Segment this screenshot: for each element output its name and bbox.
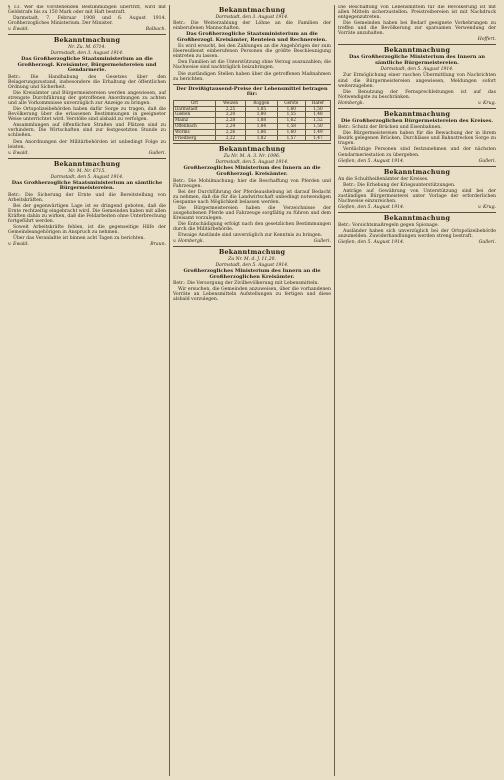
table-cell: 1,48 xyxy=(305,112,330,118)
table-cell: 2,20 xyxy=(216,112,246,118)
paragraph: Die Bürgermeistereien haben für die Bewachung der in ihrem Bezirk gelegenen Brücken, Durchlässe und Bahnstrecken Sorge zu tragen. xyxy=(338,131,496,147)
signature-right: v. Krug. xyxy=(478,204,496,210)
paragraph: Die Gemeinden haben bei Bedarf geeignete Vorkehrungen zu treffen und die Bevölkerung zur sparsamen Verwendung der Vorräte anzuhalten. xyxy=(338,21,496,37)
table-cell: 1,49 xyxy=(305,129,330,135)
announcement-title: Bekanntmachung xyxy=(383,109,451,118)
announcement-heading: Das Großherzogliche Staatsministerium an sämtliche Bürgermeistereien. xyxy=(11,179,163,192)
table-cell: 2,25 xyxy=(216,106,246,112)
signature-left: v. Ewald. xyxy=(8,27,29,33)
table-cell: 1,86 xyxy=(246,129,278,135)
announcement-heading: Das Großherzogliche Staatsministerium an die Großherzogl. Kreisämter, Bürgermeistereien und Gendarmerie. xyxy=(17,56,157,74)
signature-line xyxy=(173,239,331,244)
announcement-date: Darmstadt, den 3. August 1914. xyxy=(215,15,289,20)
signature-line xyxy=(338,240,496,245)
price-table xyxy=(173,100,331,142)
table-cell: 1,47 xyxy=(305,135,330,141)
announcement-date: Darmstadt, den 3. August 1914. xyxy=(50,51,124,57)
announcement-title: Bekanntmachung xyxy=(383,167,451,176)
paragraph: Betr.: Die Mobilmachung; hier die Beschaffung von Pferden und Fahrzeugen. xyxy=(173,178,331,189)
announcement-heading: Die Großherzoglichen Bürgermeistereien des Kreises. xyxy=(341,117,493,124)
announcement-date: Darmstadt, den 5. August 1914. xyxy=(215,263,289,269)
announcement-number: Nr. Zu. M. 6714. xyxy=(68,45,106,51)
paragraph: Über das Veranlaßte ist binnen acht Tagen zu berichten. xyxy=(13,236,145,242)
signature-right: Gulleri. xyxy=(148,150,166,156)
column-header: Roggen xyxy=(246,100,278,106)
paragraph: Anträge auf Gewährung von Unterstützung sind bei der zuständigen Bürgermeisterei unter Vorlage der erforderlichen Nachweise einzureichen. xyxy=(338,188,496,204)
announcement-date: Darmstadt, den 5. August 1914. xyxy=(380,67,454,73)
announcement-number: Nr. M. Nr. 6715. xyxy=(68,168,106,174)
announcement-title: Bekanntmachung xyxy=(218,145,286,154)
signature-right: Hoffert. xyxy=(477,37,496,43)
column-3 xyxy=(335,5,499,776)
intro-text-2: Darmstadt, 7. Februar 1908 und 6. August 1914. Großherzogliches Ministerium. Der Minister. xyxy=(8,16,166,27)
signature-line xyxy=(8,242,166,247)
divider xyxy=(173,246,331,247)
table-cell: 2,28 xyxy=(216,118,246,124)
signature-right: Balbach. xyxy=(145,27,166,33)
signature-left: Hombergk. xyxy=(338,100,365,106)
signature-line xyxy=(338,37,496,42)
paragraph: Verdächtige Personen sind festzunehmen und der nächsten Gendarmeriestation zu übergeben. xyxy=(338,147,496,158)
table-cell: 1,88 xyxy=(246,118,278,124)
table-cell: Friedberg xyxy=(174,135,216,141)
paragraph: Die Ortspolizeibehörden haben dafür Sorge zu tragen, daß die Bevölkerung über die erlassenen Bestimmungen in geeigneter Weise unterrichtet wird. Verstöße sind alsbald zu verfolgen. xyxy=(8,107,166,123)
paragraph: An die Schultheißenämter der Kreises. xyxy=(338,176,429,182)
paragraph: Bei der Durchführung der Pferdeaushebung ist darauf Bedacht zu nehmen, daß die für die Landwirtschaft unbedingt notwendigen Gespanne nach Möglichkeit belassen werden. xyxy=(173,189,331,205)
columns xyxy=(5,5,499,776)
table-row xyxy=(174,135,331,141)
paragraph: Betr.: Vorsichtsmaßregeln gegen Spionage. xyxy=(338,222,440,228)
paragraph: Die Entschädigung erfolgt nach den gesetzlichen Bestimmungen durch die Militärbehörde. xyxy=(173,221,331,232)
table-cell: 1,58 xyxy=(277,123,305,129)
paragraph: Betr.: Schutz der Brücken und Eisenbahnen. xyxy=(338,125,442,131)
intro-text: § 13. Wer die vorstehenden Bestimmungen übertritt, wird mit Geldstrafe bis zu 150 Mark oder mit Haft bestraft. xyxy=(8,5,166,16)
signature-line xyxy=(338,205,496,210)
column-header: Weizen xyxy=(216,100,246,106)
table-cell: 1,57 xyxy=(277,135,305,141)
announcement-date: Darmstadt, den 5. August 1914. xyxy=(50,174,124,180)
announcement-number: Zu Nr. M. A. 3. Nr. 1096. xyxy=(223,154,281,160)
signature-line xyxy=(338,159,496,164)
paragraph: Die Bürgermeistereien haben die Verzeichnisse der ausgehobenen Pferde und Fahrzeuge sorgfältig zu führen und dem Kreisamt vorzulegen. xyxy=(173,205,331,221)
paragraph: Den Anordnungen der Militärbehörden ist unbedingt Folge zu leisten. xyxy=(8,139,166,150)
announcement-heading: Großherzogliches Ministerium des Innern an die Großherzoglichen Kreisämter. xyxy=(183,268,321,280)
paragraph: Wir ersuchen, die Gemeinden anzuweisen, über die vorhandenen Vorräte an Lebensmitteln Aufstellungen zu fertigen und diese alsbald vorzulegen. xyxy=(173,287,331,303)
paragraph: Soweit Arbeitskräfte fehlen, ist die gegenseitige Hilfe der Gemeindeangehörigen in Anspruch zu nehmen. xyxy=(8,225,166,236)
signature-line xyxy=(8,27,166,32)
announcement-heading: Das Großherzogliche Staatsministerium an die Großherzogl. Kreisämter, Renteien und Rechnereien. xyxy=(177,31,327,43)
table-cell: Darmstadt xyxy=(174,106,216,112)
divider xyxy=(338,166,496,167)
signature-left: v. Ewald. xyxy=(8,150,29,156)
signature-left: Gießen, den 5. August 1914. xyxy=(338,239,405,245)
paragraph: Betr.: Die Versorgung der Zivilbevölkerung mit Lebensmitteln. xyxy=(173,281,319,287)
table-cell: 1,60 xyxy=(277,106,305,112)
column-header: Gerste xyxy=(277,100,305,106)
paragraph: Betr.: Die Sicherung der Ernte und die Bereitstellung von Arbeitskräften. xyxy=(8,192,166,203)
signature-left: Gießen, den 5. August 1914. xyxy=(338,204,405,210)
divider xyxy=(8,158,166,159)
table-cell: 2,24 xyxy=(216,123,246,129)
table-cell: 1,52 xyxy=(305,118,330,124)
signature-left: v. Hombergk. xyxy=(173,239,205,245)
divider xyxy=(173,143,331,144)
table-cell: 2,26 xyxy=(216,129,246,135)
signature-right: Gulleri. xyxy=(478,239,496,245)
table-cell: Gießen xyxy=(174,112,216,118)
table-cell: 1,50 xyxy=(305,106,330,112)
announcement-heading: Das Großherzogliche Ministerium des Innern an sämtliche Bürgermeistereien. xyxy=(348,54,486,66)
column-2 xyxy=(170,5,335,776)
signature-line xyxy=(8,151,166,156)
table-cell: Mainz xyxy=(174,118,216,124)
table-cell: 1,85 xyxy=(246,106,278,112)
table-cell: 1,82 xyxy=(246,135,278,141)
paragraph: Die Benutzung der Fernsprechleitungen ist auf das Notwendigste zu beschränken. xyxy=(338,89,496,100)
signature-line xyxy=(338,101,496,106)
table-cell: Worms xyxy=(174,129,216,135)
table-cell: 1,60 xyxy=(277,129,305,135)
announcement-title: Bekanntmachung xyxy=(383,46,451,55)
announcement-title: Bekanntmachung xyxy=(383,213,451,222)
paragraph: Ansammlungen auf öffentlichen Straßen und Plätzen sind zu verhindern. Die Wirtschaften sind zur festgesetzten Stunde zu schließen. xyxy=(8,123,166,139)
price-table-title: Der Dreißigtausend-Preise der Lebensmittel betragen für: xyxy=(176,85,328,98)
paragraph: Zur Ermöglichung einer raschen Übermittlung von Nachrichten sind die Bürgermeistereien angewiesen, Meldungen sofort weiterzugeben. xyxy=(338,73,496,89)
divider xyxy=(338,212,496,213)
paragraph: Die Kreisämter und Bürgermeistereien werden angewiesen, auf strengste Durchführung der getroffenen Anordnungen zu achten und alle Vorkommnisse unverzüglich zur Anzeige zu bringen. xyxy=(8,91,166,107)
signature-right: Braun. xyxy=(150,242,166,248)
column-header: Hafer xyxy=(305,100,330,106)
paragraph: Den Familien ist die Unterstützung ohne Verzug auszuzahlen; die Nachweise sind nachträglich beizubringen. xyxy=(173,60,331,71)
paragraph: Betr.: Die Erhebung der Kriegsunterstützungen. xyxy=(343,182,456,188)
paragraph: Ausländer haben sich unverzüglich bei der Ortspolizeibehörde anzumelden. Zuwiderhandlungen werden streng bestraft. xyxy=(338,228,496,239)
signature-left: v. Ewald. xyxy=(8,242,29,248)
table-cell: 1,84 xyxy=(246,123,278,129)
paragraph: Bei der gegenwärtigen Lage ist es dringend geboten, daß die Ernte rechtzeitig eingebracht wird. Die Gemeinden haben mit allen Kräften dahin zu wirken, daß die Feldarbeiten ohne Unterbrechung fortgeführt werden. xyxy=(8,203,166,225)
paragraph: Die zuständigen Stellen haben über die getroffenen Maßnahmen zu berichten. xyxy=(173,71,331,82)
divider xyxy=(173,84,331,85)
table-cell: 1,62 xyxy=(277,118,305,124)
announcement-heading: Großherzogliches Ministerium des Innern an die Großherzogl. Kreisämter. xyxy=(183,165,321,177)
announcement-title: Bekanntmachung xyxy=(218,6,286,14)
signature-left: Gießen, den 5. August 1914. xyxy=(338,158,405,164)
paragraph: Es wird ersucht, bei den Zahlungen an die Angehörigen der zum Heeresdienst einberufenen Personen die größte Beschleunigung eintreten zu lassen. xyxy=(173,44,331,60)
paragraph: Betr.: Die Handhabung des Gesetzes über den Belagerungszustand, insbesondere die Erhaltung der öffentlichen Ordnung und Sicherheit. xyxy=(8,74,166,91)
table-cell: 1,50 xyxy=(305,123,330,129)
paragraph: Betr.: Die Weiterzahlung der Löhne an die Familien der einberufenen Mannschaften. xyxy=(173,21,331,32)
divider xyxy=(338,44,496,45)
divider xyxy=(8,34,166,35)
announcement-number: Zu Nr. M. d. J. 11,20. xyxy=(228,257,276,263)
table-cell: 1,80 xyxy=(246,112,278,118)
announcement-date: Darmstadt, den 5. August 1914. xyxy=(215,160,289,166)
announcement-title: Bekanntmachung xyxy=(53,36,121,45)
column-header: Ort xyxy=(174,100,216,106)
announcement-title: Bekanntmachung xyxy=(218,248,286,257)
paragraph: Die Beschaffung von Lebensmitteln für die Bevölkerung ist mit allen Mitteln sicherzustellen. Preistreibereien ist mit Nachdruck entgegenzutreten. xyxy=(338,5,496,21)
signature-right: v. Krug. xyxy=(478,100,496,106)
announcement-title: Bekanntmachung xyxy=(53,159,121,168)
column-1 xyxy=(5,5,170,776)
divider xyxy=(338,108,496,109)
table-cell: 2,22 xyxy=(216,135,246,141)
table-cell: 1,55 xyxy=(277,112,305,118)
table-cell: Offenbach xyxy=(174,123,216,129)
paragraph: Etwaige Anstände sind unverzüglich zur Kenntnis zu bringen. xyxy=(178,233,323,239)
signature-right: Gulleri. xyxy=(313,239,331,245)
signature-right: Gulleri. xyxy=(478,158,496,164)
